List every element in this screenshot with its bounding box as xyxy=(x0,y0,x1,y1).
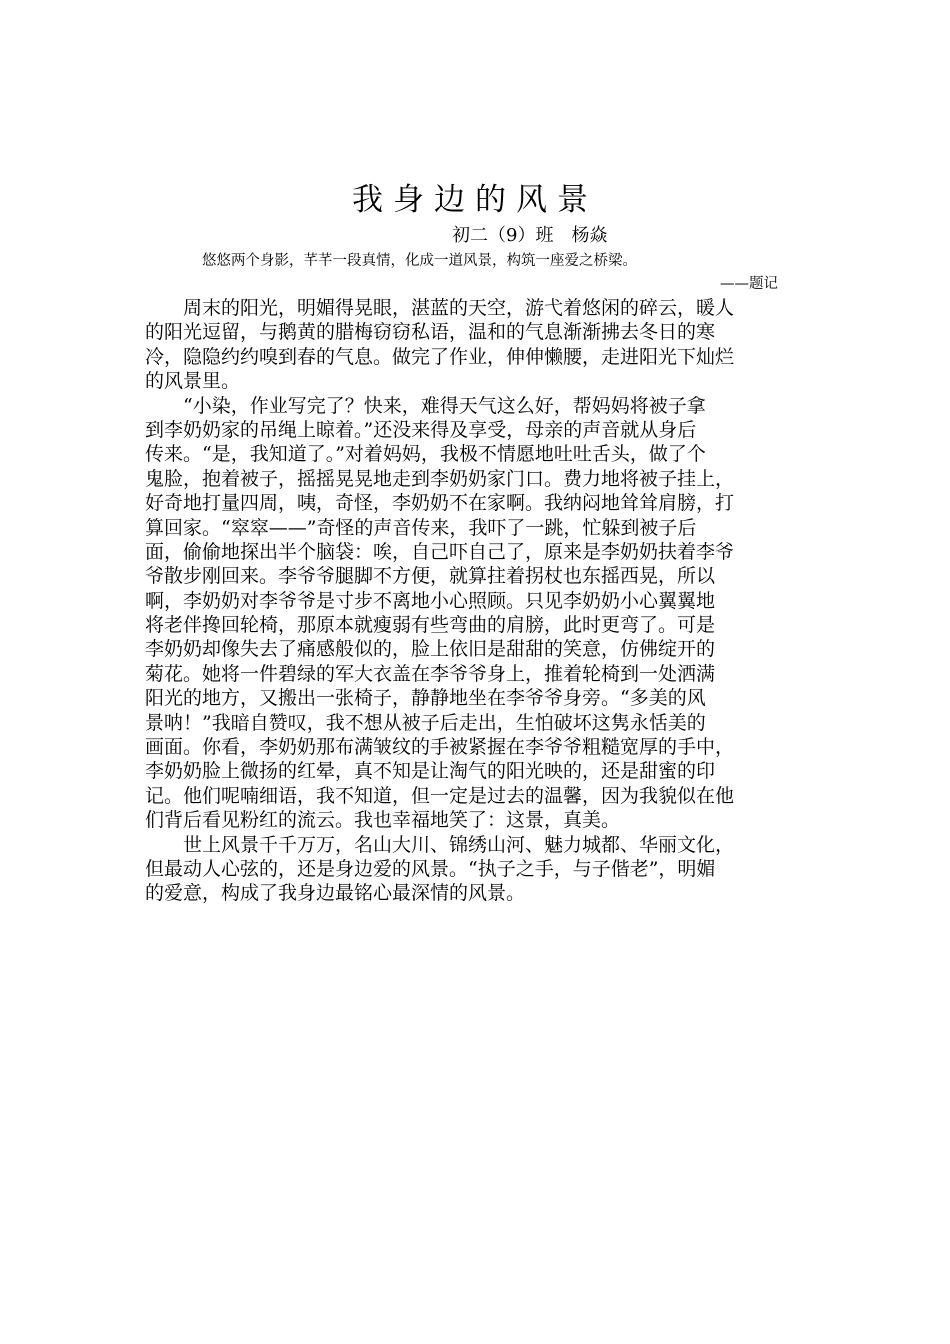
essay-body xyxy=(145,296,825,906)
body-line: 的爱意，构成了我身边最铭心最深情的风景。 xyxy=(145,882,526,905)
body-line: 算回家。“窣窣——”奇怪的声音传来，我吓了一跳，忙躲到被子后 xyxy=(145,516,697,539)
epigraph: 悠悠两个身影，芊芊一段真情，化成一道风景，构筑一座爱之桥梁。 xyxy=(202,253,637,269)
body-line: 阳光的地方，又搬出一张椅子，静静地坐在李爷爷身旁。“多美的风 xyxy=(145,687,706,710)
body-line: 但最动人心弦的，还是身边爱的风景。“执子之手，与子偕老”，明媚 xyxy=(145,857,716,880)
body-line: 啊，李奶奶对李爷爷是寸步不离地小心照顾。只见李奶奶小心翼翼地 xyxy=(145,589,716,612)
epigraph-signature: ——题记 xyxy=(720,276,778,292)
body-line: 世上风景千千万万，名山大川、锦绣山河、魅力城都、华丽文化， xyxy=(145,833,735,856)
body-line: 们背后看见粉红的流云。我也幸福地笑了：这景，真美。 xyxy=(145,809,621,832)
body-line: 将老伴搀回轮椅，那原本就瘦弱有些弯曲的肩膀，此时更弯了。可是 xyxy=(145,614,716,637)
body-line: 李奶奶却像失去了痛感般似的，脸上依旧是甜甜的笑意，仿佛绽开的 xyxy=(145,638,716,661)
body-line: 爷散步刚回来。李爷爷腿脚不方便，就算拄着拐杖也东摇西晃，所以 xyxy=(145,565,716,588)
body-line: “小染，作业写完了？快来，难得天气这么好，帮妈妈将被子拿 xyxy=(145,394,706,417)
body-line: 菊花。她将一件碧绿的军大衣盖在李爷爷身上，推着轮椅到一处洒满 xyxy=(145,662,716,685)
essay-title: 我身边的风景 xyxy=(352,182,598,218)
body-line: 到李奶奶家的吊绳上晾着。”还没来得及享受，母亲的声音就从身后 xyxy=(145,418,697,441)
body-line: 冷，隐隐约约嗅到春的气息。做完了作业，伸伸懒腰，走进阳光下灿烂 xyxy=(145,345,735,368)
body-line: 周末的阳光，明媚得晃眼，湛蓝的天空，游弋着悠闲的碎云，暖人 xyxy=(145,297,735,319)
body-line: 的风景里。 xyxy=(145,370,241,393)
body-line: 景呐！”我暗自赞叹，我不想从被子后走出，生怕破坏这隽永恬美的 xyxy=(145,711,706,734)
body-line: 的阳光逗留，与鹅黄的腊梅窃窃私语，温和的气息渐渐拂去冬日的寒 xyxy=(145,321,716,344)
body-line: 鬼脸，抱着被子，摇摇晃晃地走到李奶奶家门口。费力地将被子挂上， xyxy=(145,467,735,490)
body-line: 画面。你看，李奶奶那布满皱纹的手被紧握在李爷爷粗糙宽厚的手中， xyxy=(145,736,735,759)
body-line: 记。他们呢喃细语，我不知道，但一定是过去的温馨，因为我貌似在他 xyxy=(145,784,735,807)
body-line: 李奶奶脸上微扬的红晕，真不知是让淘气的阳光映的，还是甜蜜的印 xyxy=(145,760,716,783)
author-line: 初二（9）班 杨焱 xyxy=(452,225,608,246)
body-line: 传来。“是，我知道了。”对着妈妈，我极不情愿地吐吐舌头，做了个 xyxy=(145,443,706,466)
body-line: 面，偷偷地探出半个脑袋：唉，自己吓自己了，原来是李奶奶扶着李爷 xyxy=(145,540,735,563)
body-line: 好奇地打量四周，咦，奇怪，李奶奶不在家啊。我纳闷地耸耸肩膀，打 xyxy=(145,492,735,515)
